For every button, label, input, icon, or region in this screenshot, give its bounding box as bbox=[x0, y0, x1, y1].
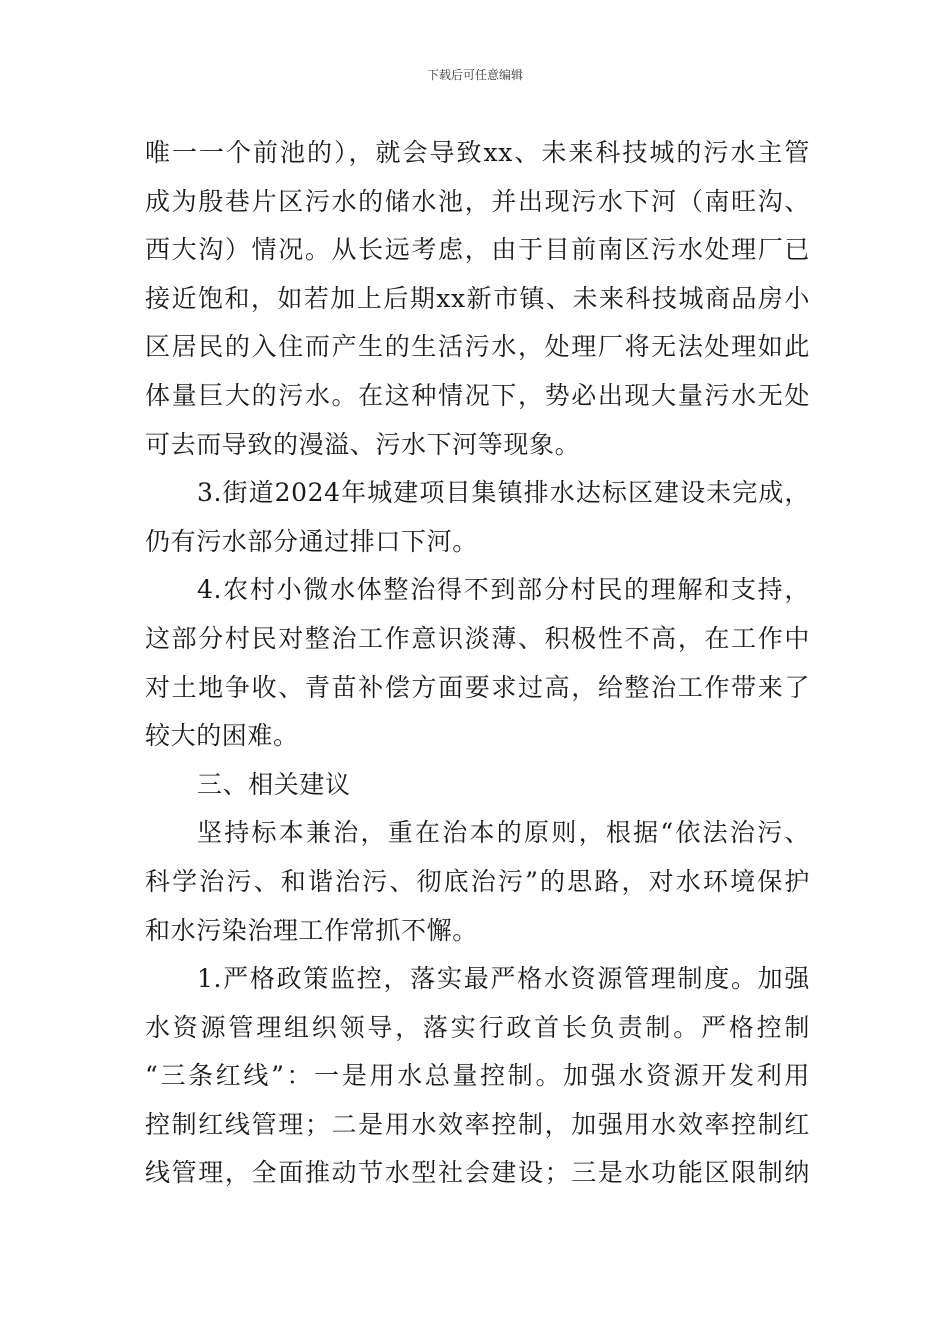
text-line: 体量巨大的污水。在这种情况下，势必出现大量污水无处 bbox=[145, 380, 810, 410]
text-line: 接近饱和，如若加上后期xx新市镇、未来科技城商品房小 bbox=[145, 283, 810, 313]
page-header: 下载后可任意编辑 bbox=[426, 68, 523, 82]
text-line: 水资源管理组织领导，落实行政首长负责制。严格控制 bbox=[145, 1012, 810, 1042]
text-line: 较大的困难。 bbox=[145, 721, 299, 751]
text-line: 线管理，全面推动节水型社会建设；三是水功能区限制纳 bbox=[145, 1158, 810, 1188]
document-body bbox=[145, 129, 810, 1198]
text-line: 仍有污水部分通过排口下河。 bbox=[145, 526, 478, 556]
text-line: 坚持标本兼治，重在治本的原则，根据“依法治污、 bbox=[197, 818, 810, 848]
text-line: 控制红线管理；二是用水效率控制，加强用水效率控制红 bbox=[145, 1109, 810, 1139]
text-line: “三条红线”：一是用水总量控制。加强水资源开发利用 bbox=[145, 1061, 810, 1091]
text-line: 1.严格政策监控，落实最严格水资源管理制度。加强 bbox=[197, 964, 810, 994]
text-line: 对土地争收、青苗补偿方面要求过高，给整治工作带来了 bbox=[145, 672, 810, 702]
text-line: 3.街道2024年城建项目集镇排水达标区建设未完成， bbox=[197, 478, 810, 508]
section-heading: 三、相关建议 bbox=[197, 769, 351, 799]
text-line: 唯一一个前池的），就会导致xx、未来科技城的污水主管 bbox=[145, 138, 810, 167]
text-line: 可去而导致的漫溢、污水下河等现象。 bbox=[145, 429, 581, 459]
text-line: 西大沟）情况。从长远考虑，由于目前南区污水处理厂已 bbox=[145, 235, 810, 265]
text-line: 和水污染治理工作常抓不懈。 bbox=[145, 915, 478, 945]
text-line: 成为殷巷片区污水的储水池，并出现污水下河（南旺沟、 bbox=[145, 186, 810, 216]
text-line: 科学治污、和谐治污、彻底治污”的思路，对水环境保护 bbox=[145, 866, 810, 896]
text-line: 4.农村小微水体整治得不到部分村民的理解和支持， bbox=[197, 575, 810, 605]
text-line: 区居民的入住而产生的生活污水，处理厂将无法处理如此 bbox=[145, 332, 810, 362]
text-line: 这部分村民对整治工作意识淡薄、积极性不高，在工作中 bbox=[145, 623, 810, 653]
